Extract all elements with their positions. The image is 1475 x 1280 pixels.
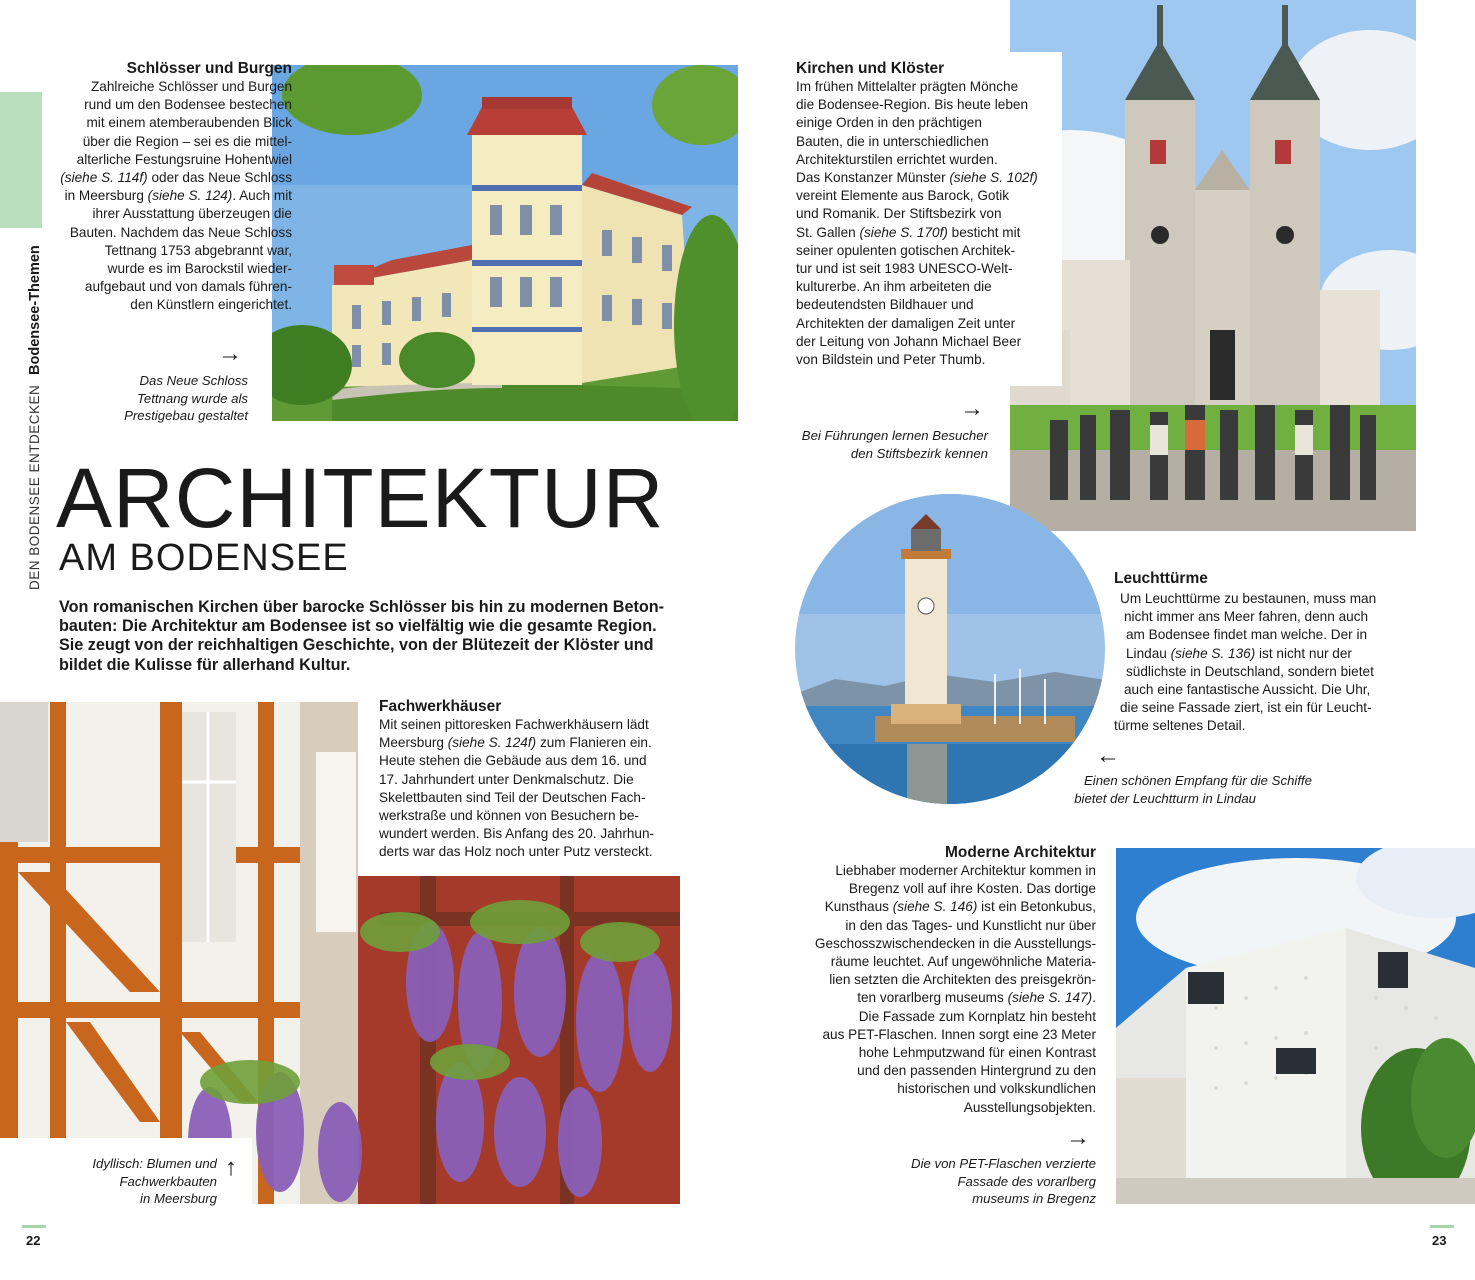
page-number-accent [1430, 1225, 1454, 1228]
stiftsbezirk-st-gallen-photo [1010, 0, 1416, 531]
text-line: Liebhaber moderner Architektur kommen in [835, 863, 1096, 878]
kirchen-text [796, 78, 1058, 369]
page-title: ARCHITEKTUR [56, 451, 665, 545]
arrow-left-icon: ← [1096, 742, 1120, 769]
intro-line: bauten: Die Architektur am Bodensee ist so vielfältig wie die gesamte Region. [59, 617, 657, 636]
page-reference: (siehe S. 170f) [859, 224, 948, 240]
text-line: über die Region – sei es die mittel- [82, 133, 292, 149]
arrow-right-icon: → [218, 340, 242, 367]
fachwerk-caption [40, 1155, 217, 1208]
page-reference: (siehe S. 114f) [60, 170, 148, 186]
text-line: derts war das Holz noch unter Putz versteckt. [379, 844, 653, 860]
leuchttuerme-section [1114, 570, 1404, 588]
text-line: Geschosszwischendecken in die Ausstellungs- [814, 935, 1096, 951]
text-line: tur und ist seit 1983 UNESCO-Welt- [796, 261, 1013, 277]
text-line: vereint Elemente aus Barock, Gotik [796, 188, 1010, 204]
schloesser-heading: Schlösser und Burgen [126, 60, 292, 77]
text-line: Skelettbauten sind Teil der Deutschen Fach- [379, 789, 646, 805]
schloesser-caption [60, 372, 248, 425]
intro-line: bildet die Kulisse für allerhand Kultur. [59, 655, 351, 674]
kirchen-caption [780, 427, 988, 462]
caption-line: Idyllisch: Blumen und [92, 1156, 217, 1171]
caption-line: Einen schönen Empfang für die Schiffe [1084, 773, 1312, 788]
modern-heading: Moderne Architektur [944, 844, 1096, 861]
modern-section [796, 844, 1096, 1117]
text-line: Bauten. Nachdem das Neue Schloss [69, 224, 292, 240]
arrow-right-icon: → [1066, 1124, 1090, 1151]
caption-line: museums in Bregenz [972, 1191, 1096, 1207]
caption-line: Bei Führungen lernen Besucher [801, 428, 988, 443]
caption-line: Prestigebau gestaltet [124, 408, 248, 424]
text-line: einige Orden in den prächtigen [796, 115, 982, 131]
caption-line: Die von PET-Flaschen verzierte [911, 1156, 1096, 1171]
text-line: Bregenz voll auf ihre Kosten. Das dortige [848, 881, 1096, 897]
text-line: Das Konstanzer Münster (siehe S. 102f) [796, 170, 1038, 186]
text-line: Im frühen Mittelalter prägten Mönche [796, 79, 1019, 94]
page-number-accent [22, 1225, 46, 1228]
text-line: die seine Fassade ziert, ist ein für Leucht- [1120, 700, 1372, 716]
text-line: St. Gallen (siehe S. 170f) besticht mit [796, 224, 1021, 240]
kirchen-section [796, 60, 1058, 369]
caption-line: Fachwerkbauten [119, 1173, 217, 1189]
arrow-right-icon: → [960, 395, 984, 422]
text-line: ten vorarlberg museums (siehe S. 147). [857, 990, 1096, 1006]
schloesser-text [40, 78, 292, 315]
page-number-right: 23 [1432, 1233, 1447, 1248]
modern-caption [880, 1155, 1096, 1208]
page-reference: (siehe S. 102f) [949, 170, 1038, 186]
text-line: räume leuchtet. Auf ungewöhnliche Materia- [830, 954, 1096, 970]
side-tab-topic: Bodensee-Themen [27, 245, 43, 375]
side-tab-section: DEN BODENSEE ENTDECKEN [27, 384, 42, 590]
page-reference: (siehe S. 124f) [447, 735, 537, 751]
text-line: den Künstlern eingerichtet. [130, 297, 292, 313]
text-line: 17. Jahrhundert unter Denkmalschutz. Die [379, 771, 634, 787]
text-line: wundert werden. Bis Anfang des 20. Jahrhun- [379, 826, 655, 842]
text-line: Die Fassade zum Kornplatz hin besteht [858, 1008, 1096, 1024]
page-reference: (siehe S. 136) [1170, 645, 1256, 661]
text-line: die Bodensee-Region. Bis heute leben [796, 97, 1029, 113]
text-line: (siehe S. 114f) oder das Neue Schloss [60, 170, 292, 186]
fachwerk-section [379, 698, 679, 862]
caption-line: Das Neue Schloss [139, 373, 248, 388]
text-line: lien setzten die Architekten des preisgekrön- [829, 972, 1096, 988]
text-line: bedeutendsten Bildhauer und [796, 297, 974, 313]
text-line: rund um den Bodensee bestechen [84, 97, 292, 113]
text-line: werkstraße und können von Besuchern be- [379, 808, 639, 824]
schloesser-section [40, 60, 292, 315]
text-line: Ausstellungsobjekten. [963, 1099, 1096, 1115]
schloss-tettnang-photo [272, 65, 738, 421]
leuchtturm-lindau-photo [795, 494, 1105, 804]
text-line: türme seltenes Detail. [1114, 718, 1246, 734]
intro-line: Von romanischen Kirchen über barocke Schlösser bis hin zu modernen Beton- [59, 598, 665, 616]
text-line: nicht immer ans Meer fahren, denn auch [1124, 609, 1369, 625]
fachwerk-text [379, 716, 679, 862]
text-line: alterliche Festungsruine Hohentwiel [76, 151, 292, 167]
text-line: kulturerbe. An ihm arbeiteten die [796, 279, 992, 295]
text-line: südlichste in Deutschland, sondern bietet [1126, 663, 1374, 679]
page-reference: (siehe S. 147) [1007, 990, 1093, 1006]
modern-text [796, 862, 1096, 1117]
vorarlberg-museum-photo [1116, 848, 1475, 1204]
page-reference: (siehe S. 124) [147, 188, 233, 204]
text-line: Architekturstilen errichtet wurden. [796, 151, 998, 167]
text-line: Zahlreiche Schlösser und Burgen [91, 79, 292, 94]
text-line: Lindau (siehe S. 136) ist nicht nur der [1126, 645, 1352, 661]
text-line: Mit seinen pittoresken Fachwerkhäusern lädt [379, 717, 649, 732]
caption-line: bietet der Leuchtturm in Lindau [1074, 790, 1256, 806]
kirchen-heading: Kirchen und Klöster [796, 60, 945, 77]
text-line: mit einem atemberaubenden Blick [86, 115, 292, 131]
caption-line: Fassade des vorarlberg [957, 1173, 1096, 1189]
caption-line: in Meersburg [140, 1191, 217, 1207]
text-line: in den das Tages- und Kunstlicht nur über [845, 917, 1096, 933]
text-line: am Bodensee findet man welche. Der in [1126, 627, 1368, 643]
caption-line: Tettnang wurde als [137, 390, 248, 406]
text-line: Architekten der damaligen Zeit unter [796, 315, 1016, 331]
text-line: seiner opulenten gotischen Architek- [796, 242, 1016, 258]
text-line: und den passenden Hintergrund zu den [857, 1063, 1096, 1079]
text-line: auch eine fantastische Aussicht. Die Uhr, [1124, 682, 1371, 698]
text-line: aus PET-Flaschen. Innen sorgt eine 23 Meter [822, 1026, 1096, 1042]
page-number-left: 22 [26, 1233, 41, 1248]
caption-line: den Stiftsbezirk kennen [850, 445, 988, 461]
leuchttuerme-text [1114, 590, 1404, 736]
page-subtitle: AM BODENSEE [59, 537, 349, 579]
text-line: in Meersburg (siehe S. 124). Auch mit [64, 188, 292, 204]
text-line: von Bildstein und Peter Thumb. [796, 352, 986, 368]
arrow-up-icon: ↑ [225, 1154, 237, 1181]
text-line: der Leitung von Johann Michael Beer [796, 333, 1022, 349]
text-line: Um Leuchttürme zu bestaunen, muss man [1120, 591, 1377, 606]
text-line: und Romanik. Der Stiftsbezirk von [796, 206, 1002, 222]
text-line: historischen und volkskundlichen [897, 1081, 1096, 1097]
page-reference: (siehe S. 146) [892, 899, 978, 915]
text-line: Meersburg (siehe S. 124f) zum Flanieren ein. [379, 735, 652, 751]
side-tab-marker [0, 92, 42, 228]
text-line: wurde es im Barockstil wieder- [107, 261, 292, 277]
text-line: hohe Lehmputzwand für einen Kontrast [858, 1045, 1096, 1061]
text-line: Bauten, die in unterschiedlichen [796, 133, 989, 149]
text-line: Heute stehen die Gebäude aus dem 16. und [379, 753, 647, 769]
leuchttuerme-heading: Leuchttürme [1114, 570, 1208, 587]
fachwerk-heading: Fachwerkhäuser [379, 698, 502, 715]
text-line: aufgebaut und von damals führen- [84, 279, 292, 295]
intro-line: Sie zeugt von der reichhaltigen Geschichte, von der Blütezeit der Klöster und [59, 636, 654, 655]
text-line: ihrer Ausstattung überzeugen die [92, 206, 292, 222]
text-line: Kunsthaus (siehe S. 146) ist ein Betonkubus, [824, 899, 1096, 915]
intro-text [59, 598, 699, 675]
leuchttuerme-caption [1040, 772, 1312, 807]
text-line: Tettnang 1753 abgebrannt war, [104, 242, 292, 258]
